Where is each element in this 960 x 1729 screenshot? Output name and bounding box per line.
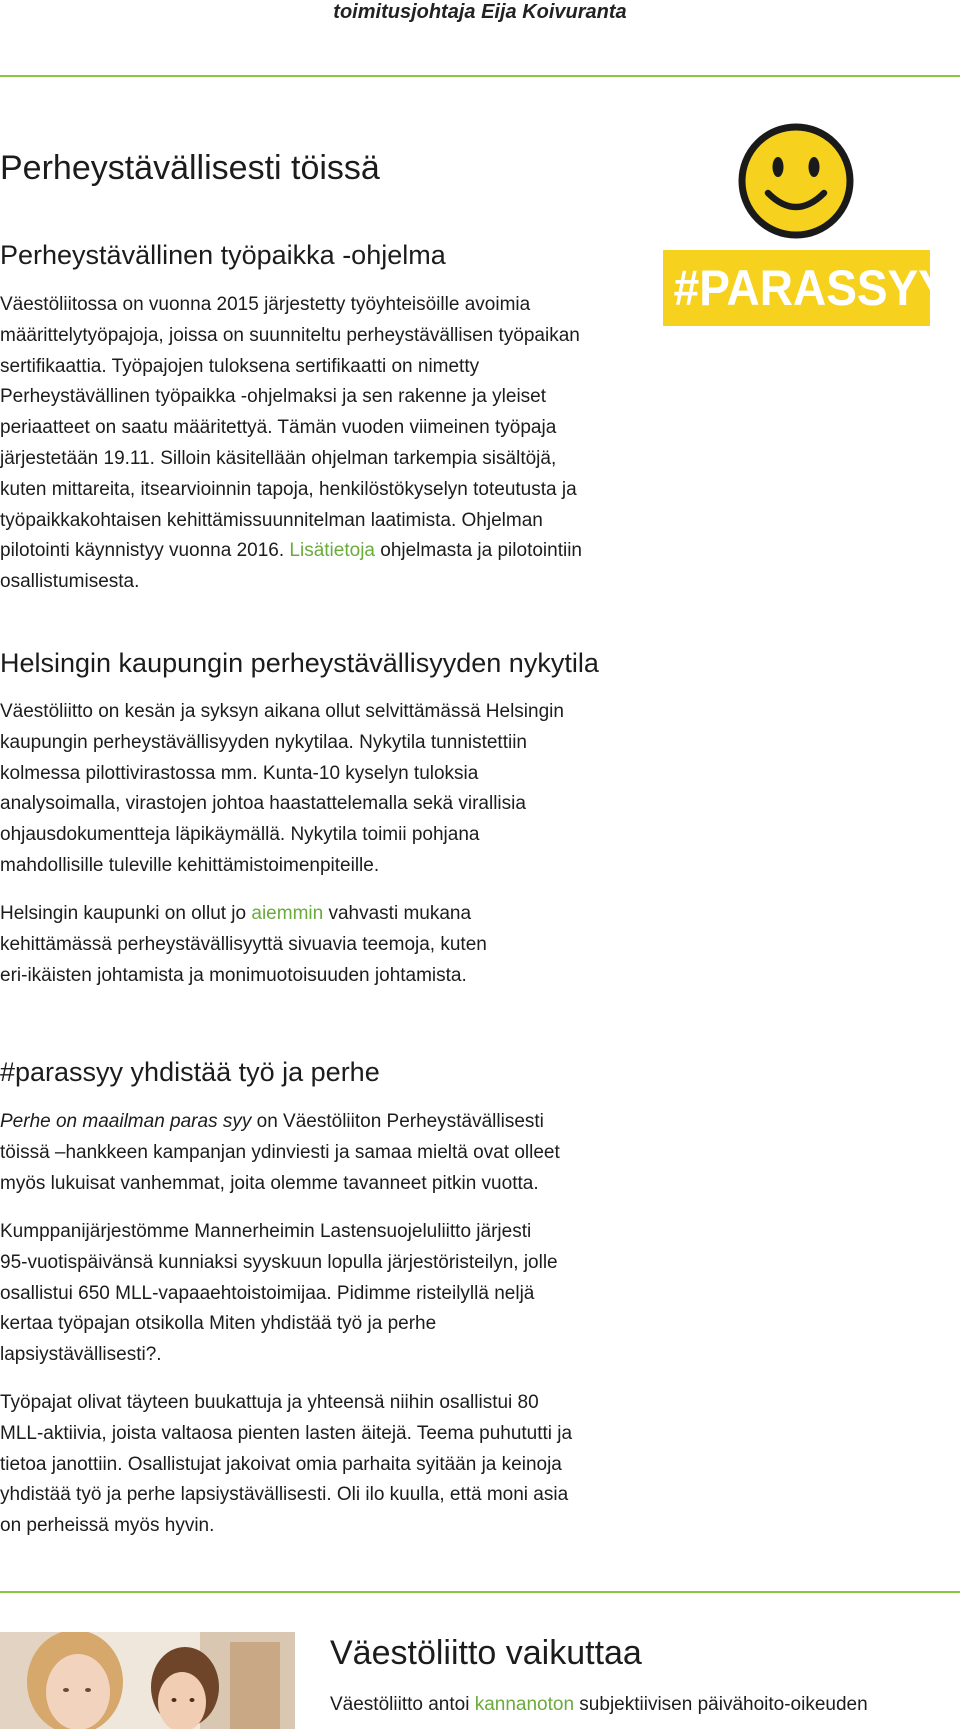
text-line: Työpajat olivat täyteen buukattuja ja yhteensä niihin osallistui 80 — [0, 1392, 539, 1413]
text-line: tietoa janottiin. Osallistujat jakoivat omia parhaita syitään ja keinoja — [0, 1453, 562, 1475]
text-fragment: Helsingin kaupunki on ollut jo — [0, 903, 252, 924]
text-line: järjestetään 19.11. Silloin käsitellään ohjelman tarkempia sisältöjä, — [0, 447, 557, 469]
text-fragment: on Väestöliiton Perheystävällisesti — [251, 1111, 544, 1132]
statement-link[interactable]: kannanoton — [474, 1694, 575, 1715]
text-fragment: pilotointi käynnistyy vuonna 2016. — [0, 540, 290, 562]
text-line: töissä –hankkeen kampanjan ydinviesti ja samaa mieltä ovat olleet — [0, 1141, 560, 1163]
text-line: kertaa työpajan otsikolla Miten yhdistää työ ja perhe — [0, 1313, 437, 1335]
text-line: ohjausdokumentteja läpikäymällä. Nykytila toimii pohjana — [0, 824, 480, 846]
text-line: osallistui 650 MLL-vapaaehtoistoimijaa. Pidimme risteilyllä neljä — [0, 1282, 535, 1304]
text-line: kaupungin perheystävällisyyden nykytilaa. Nykytila tunnistettiin — [0, 731, 527, 753]
text-line: analysoimalla, virastojen johtoa haastattelemalla sekä virallisia — [0, 793, 526, 815]
text-line: työpaikkakohtaisen kehittämissuunnitelman laatimista. Ohjelman — [0, 509, 543, 531]
text-line: sertifikaattia. Työpajojen tuloksena sertifikaatti on nimetty — [0, 355, 480, 377]
text-line: kehittämässä perheystävällisyyttä sivuavia teemoja, kuten — [0, 933, 487, 955]
text-line — [0, 536, 640, 567]
text-fragment: subjektiivisen päivähoito-oikeuden — [574, 1694, 868, 1715]
text-line: 95-vuotispäivänsä kunniaksi syyskuun lopulla järjestöristeilyn, jolle — [0, 1251, 558, 1273]
program-paragraph — [0, 290, 640, 598]
text-line: Väestöliitossa on vuonna 2015 järjestetty työyhteisöille avoimia — [0, 294, 531, 315]
section-heading-helsinki: Helsingin kaupungin perheystävällisyyden nykytila — [0, 648, 599, 678]
parassyy-banner-text: #PARASSYY — [673, 260, 949, 316]
text-line: periaatteet on saatu määritettyä. Tämän vuoden viimeinen työpaja — [0, 417, 557, 439]
author-header: toimitusjohtaja Eija Koivuranta — [333, 1, 627, 23]
children-photo-illustration — [0, 1632, 295, 1729]
text-fragment: vahvasti mukana — [323, 903, 472, 924]
text-line: MLL-aktiivia, joista valtaosa pienten lasten äitejä. Teema puhututti ja — [0, 1422, 573, 1444]
top-divider — [0, 75, 960, 77]
more-info-link[interactable]: Lisätietoja — [289, 540, 375, 562]
footer-heading: Väestöliitto vaikuttaa — [330, 1634, 642, 1672]
parassyy-paragraph-1 — [0, 1107, 700, 1199]
text-line: määrittelytyöpajoja, joissa on suunniteltu perheystävällisen työpaikan — [0, 324, 580, 346]
text-line: lapsiystävällisesti?. — [0, 1344, 162, 1366]
text-line: yhdistää työ ja perhe lapsiystävällisesti. Oli ilo kuulla, että moni asia — [0, 1484, 569, 1506]
text-line — [0, 1107, 700, 1138]
text-line: Väestöliitto on kesän ja syksyn aikana ollut selvittämässä Helsingin — [0, 701, 564, 722]
text-line: Perheystävällinen työpaikka -ohjelmaksi ja sen rakenne ja yleiset — [0, 386, 547, 408]
section-heading-parassyy: #parassyy yhdistää työ ja perhe — [0, 1057, 380, 1087]
text-line: mahdollisille tuleville kehittämistoimenpiteille. — [0, 854, 380, 876]
parassyy-promo-image — [663, 123, 949, 326]
parassyy-paragraph-3 — [0, 1388, 700, 1542]
text-line: osallistumisesta. — [0, 571, 140, 593]
text-line: myös lukuisat vanhemmat, joita olemme tavanneet pitkin vuotta. — [0, 1172, 539, 1194]
text-fragment: ohjelmasta ja pilotointiin — [374, 540, 582, 562]
page-title: Perheystävällisesti töissä — [0, 149, 380, 187]
campaign-slogan: Perhe on maailman paras syy — [0, 1111, 252, 1132]
text-line — [0, 899, 700, 930]
smiley-icon — [738, 123, 854, 239]
text-line: on perheissä myös hyvin. — [0, 1515, 215, 1537]
section-heading-family-friendly-program: Perheystävällinen työpaikka -ohjelma — [0, 240, 446, 270]
text-fragment: Väestöliitto antoi — [330, 1694, 475, 1715]
parassyy-paragraph-2 — [0, 1217, 700, 1371]
text-line: kolmessa pilottivirastossa mm. Kunta-10 kyselyn tuloksia — [0, 762, 479, 784]
footer-teaser-text — [330, 1690, 868, 1720]
children-photo[interactable] — [0, 1632, 295, 1729]
text-line: Kumppanijärjestömme Mannerheimin Lastensuojeluliitto järjesti — [0, 1221, 532, 1242]
text-line: eri-ikäisten johtamista ja monimuotoisuuden johtamista. — [0, 964, 467, 986]
earlier-link[interactable]: aiemmin — [251, 903, 324, 924]
helsinki-paragraph-1 — [0, 697, 700, 882]
bottom-divider — [0, 1591, 960, 1593]
helsinki-paragraph-2 — [0, 899, 700, 991]
text-line: kuten mittareita, itsearvioinnin tapoja, henkilöstökyselyn toteutusta ja — [0, 478, 577, 500]
